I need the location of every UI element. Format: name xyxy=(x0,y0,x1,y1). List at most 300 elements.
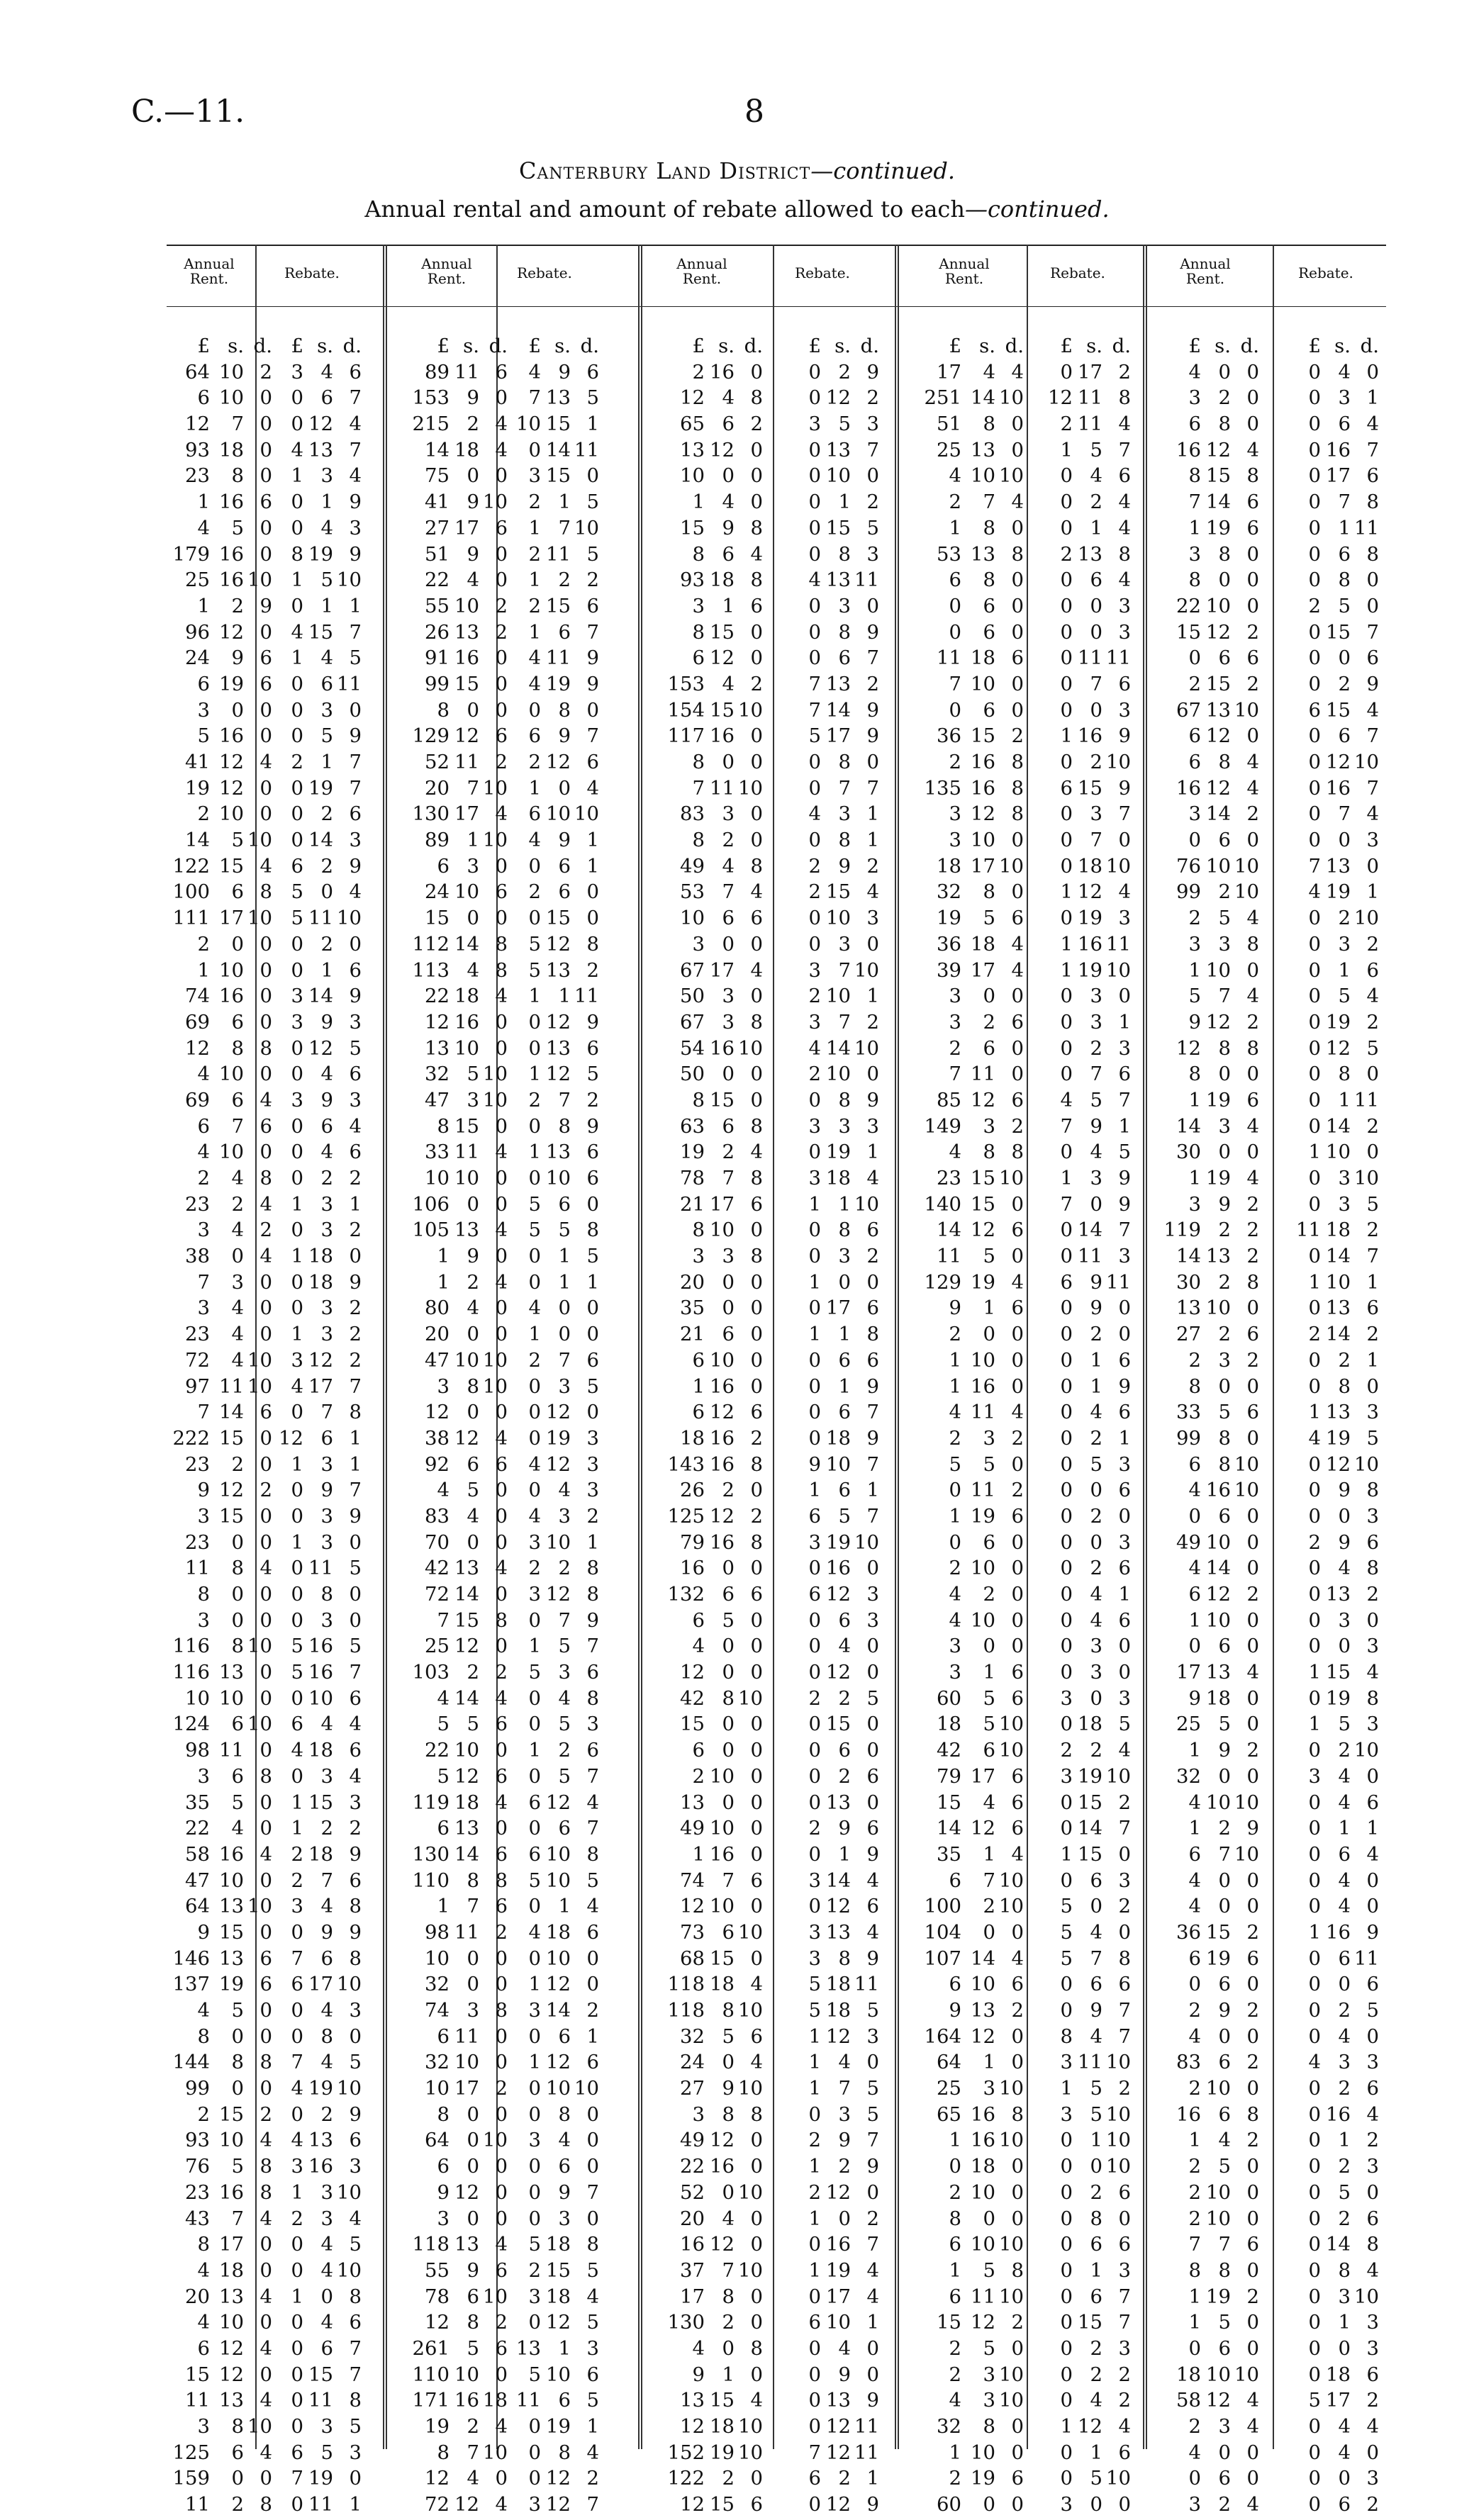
table-cell: 129 19 4 xyxy=(924,1270,1024,1294)
table-cell: 5 17 9 xyxy=(808,724,879,748)
table-cell: 78 7 8 xyxy=(680,1167,763,1189)
table-cell: 117 16 0 xyxy=(667,724,763,748)
table-cell: 2 10 1 xyxy=(808,985,879,1008)
table-cell: 0 6 7 xyxy=(1060,2285,1131,2308)
table-cell: 1 12 5 xyxy=(528,1063,599,1086)
table-cell: 0 6 4 xyxy=(291,1114,362,1138)
table-cell: 0 5 3 xyxy=(1060,1452,1131,1476)
table-cell: 5 6 0 xyxy=(528,1192,599,1216)
table-cell: 3 12 8 xyxy=(949,802,1024,826)
table-cell: 3 2 6 xyxy=(949,1010,1024,1034)
table-cell: 8 0 0 xyxy=(1188,1063,1259,1086)
table-cell: 0 16 7 xyxy=(1308,776,1379,800)
table-cell: 9 1 6 xyxy=(949,1297,1024,1320)
unit-label: d. xyxy=(1005,335,1024,357)
table-cell: 0 6 6 xyxy=(1060,2233,1131,2256)
table-cell: 0 12 10 xyxy=(1308,1452,1379,1476)
table-cell: 0 17 6 xyxy=(808,1297,879,1320)
table-cell: 20 0 0 xyxy=(680,1270,763,1294)
table-cell: 9 12 2 xyxy=(197,1479,272,1502)
table-cell: 64 1 0 xyxy=(937,2051,1024,2074)
table-cell: 6 9 11 xyxy=(1060,1270,1131,1294)
table-cell: 47 10 0 xyxy=(185,1869,272,1892)
table-cell: 12 0 0 xyxy=(425,1401,508,1424)
column-2 xyxy=(269,333,362,2518)
table-cell: 39 17 4 xyxy=(937,958,1024,982)
unit-label: d. xyxy=(1240,335,1259,357)
table-cell: 0 6 4 xyxy=(1308,1842,1379,1866)
table-cell: 5 12 6 xyxy=(437,1764,508,1788)
column-5 xyxy=(651,333,763,2518)
table-cell: 41 12 4 xyxy=(185,751,272,773)
table-cell: 130 2 0 xyxy=(667,2311,763,2334)
table-cell: 6 7 10 xyxy=(1188,1842,1259,1866)
table-cell: 4 0 0 xyxy=(528,1297,599,1320)
table-cell: 6 10 1 xyxy=(808,2311,879,2334)
table-cell: 9 15 0 xyxy=(197,1920,272,1944)
table-cell: 89 1 10 xyxy=(425,829,508,852)
table-cell: 0 1 10 xyxy=(1060,2129,1131,2152)
table-cell: 7 13 0 xyxy=(1308,854,1379,878)
table-cell: 1 2 4 xyxy=(437,1270,508,1294)
table-cell: 107 14 4 xyxy=(924,1947,1024,1970)
table-cell: 4 3 1 xyxy=(808,802,879,826)
table-cell: 4 14 4 xyxy=(437,1686,508,1710)
table-cell: 16 0 0 xyxy=(680,1557,763,1580)
table-cell: 154 15 10 xyxy=(667,698,763,722)
table-cell: 0 13 0 xyxy=(808,1791,879,1814)
table-cell: 18 17 10 xyxy=(937,854,1024,878)
table-cell: 5 3 6 xyxy=(528,1661,599,1684)
table-cell: 0 2 0 xyxy=(291,932,362,956)
table-cell: 0 3 4 xyxy=(291,1764,362,1788)
table-cell: 4 18 6 xyxy=(528,1920,599,1944)
table-cell: 1 16 0 xyxy=(692,1842,763,1866)
table-cell: 112 14 8 xyxy=(412,932,508,956)
table-cell: 6 5 0 xyxy=(692,1608,763,1632)
table-cell: 4 19 1 xyxy=(1308,880,1379,904)
table-cell: 0 4 0 xyxy=(1308,1895,1379,1918)
table-cell: 4 5 7 xyxy=(1060,1088,1131,1111)
table-cell: 8 15 0 xyxy=(692,1088,763,1111)
table-cell: 3 16 3 xyxy=(291,2155,362,2178)
column-header: Annual Rent. xyxy=(421,255,472,287)
table-cell: 1 12 0 xyxy=(528,1973,599,1996)
table-cell: 1 10 0 xyxy=(949,2441,1024,2464)
table-cell: 5 0 4 xyxy=(291,880,362,904)
table-cell: 24 0 4 xyxy=(680,2051,763,2074)
table-cell: 2 7 6 xyxy=(291,1869,362,1892)
table-cell: 79 16 8 xyxy=(680,1530,763,1554)
table-cell: 1 1 11 xyxy=(528,985,599,1008)
table-cell: 6 10 0 xyxy=(692,1348,763,1372)
table-cell: 1 0 0 xyxy=(528,1323,599,1346)
table-cell: 2 2 8 xyxy=(528,1557,599,1580)
table-cell: 1 16 9 xyxy=(1308,1920,1379,1944)
table-cell: 0 6 4 xyxy=(1060,569,1131,592)
table-cell: 122 2 0 xyxy=(667,2467,763,2490)
table-cell: 35 1 4 xyxy=(937,1842,1024,1866)
column-header: Annual Rent. xyxy=(676,255,727,287)
table-cell: 3 4 0 xyxy=(1308,1764,1379,1788)
unit-label: s. xyxy=(554,335,571,357)
table-cell: 1 5 8 xyxy=(949,2258,1024,2282)
table-cell: 53 7 4 xyxy=(680,880,763,904)
table-cell: 21 17 6 xyxy=(680,1192,763,1216)
unit-label: £ xyxy=(1308,335,1321,357)
table-cell: 32 0 0 xyxy=(425,1973,508,1996)
table-cell: 1 16 9 xyxy=(1060,724,1131,748)
table-cell: 2 7 4 xyxy=(949,491,1024,514)
table-cell: 0 4 0 xyxy=(1308,2441,1379,2464)
table-cell: 13 1 3 xyxy=(516,2336,599,2360)
table-cell: 5 5 8 xyxy=(528,1219,599,1242)
table-cell: 3 13 4 xyxy=(808,1920,879,1944)
table-cell: 8 2 0 xyxy=(692,829,763,852)
units-row xyxy=(1156,333,1259,359)
table-cell: 25 5 0 xyxy=(1176,1713,1259,1736)
table-cell: 0 16 0 xyxy=(808,1557,879,1580)
table-cell: 41 9 10 xyxy=(425,491,508,514)
table-cell: 0 1 1 xyxy=(528,1270,599,1294)
table-cell: 0 5 10 xyxy=(1060,2467,1131,2490)
table-cell: 0 4 6 xyxy=(291,1141,362,1164)
unit-label: £ xyxy=(291,335,303,357)
table-cell: 6 4 4 xyxy=(291,1713,362,1736)
table-cell: 0 6 7 xyxy=(808,646,879,670)
table-cell: 5 5 6 xyxy=(437,1713,508,1736)
table-cell: 0 11 8 xyxy=(291,2389,362,2412)
table-cell: 38 12 4 xyxy=(425,1426,508,1450)
table-cell: 12 15 6 xyxy=(680,2493,763,2516)
table-cell: 9 18 0 xyxy=(1188,1686,1259,1710)
table-cell: 5 13 2 xyxy=(528,958,599,982)
table-cell: 20 4 0 xyxy=(680,2207,763,2230)
table-cell: 0 4 5 xyxy=(291,2233,362,2256)
table-cell: 2 16 0 xyxy=(692,360,763,383)
table-cell: 0 19 2 xyxy=(1308,1010,1379,1034)
table-cell: 2 12 0 xyxy=(808,2180,879,2204)
table-cell: 0 12 11 xyxy=(808,2415,879,2438)
table-cell: 65 6 2 xyxy=(680,413,763,436)
table-cell: 1 3 9 xyxy=(1060,1167,1131,1189)
table-cell: 1 4 2 xyxy=(1188,2129,1259,2152)
table-cell: 0 1 6 xyxy=(1060,1348,1131,1372)
unit-label: s. xyxy=(834,335,851,357)
table-cell: 8 7 10 xyxy=(437,2441,508,2464)
table-cell: 0 17 4 xyxy=(808,2285,879,2308)
table-cell: 32 5 10 xyxy=(425,1063,508,1086)
table-cell: 4 10 0 xyxy=(197,1141,272,1164)
table-cell: 132 6 6 xyxy=(667,1583,763,1606)
table-cell: 12 4 8 xyxy=(680,386,763,410)
table-cell: 6 13 0 xyxy=(437,1817,508,1840)
table-cell: 0 14 8 xyxy=(1308,2233,1379,2256)
table-cell: 7 0 9 xyxy=(1060,1192,1131,1216)
table-cell: 0 18 5 xyxy=(1060,1713,1131,1736)
unit-label: s. xyxy=(317,335,333,357)
table-cell: 9 1 0 xyxy=(692,2363,763,2386)
table-cell: 0 13 6 xyxy=(528,1036,599,1060)
table-cell: 32 8 0 xyxy=(937,880,1024,904)
table-cell: 0 1 2 xyxy=(808,491,879,514)
table-cell: 0 1 9 xyxy=(808,1374,879,1398)
table-cell: 93 18 8 xyxy=(680,569,763,592)
table-cell: 0 8 4 xyxy=(1308,2258,1379,2282)
table-cell: 4 5 0 xyxy=(437,1479,508,1502)
table-cell: 3 0 0 xyxy=(437,2207,508,2230)
table-cell: 15 12 0 xyxy=(185,2363,272,2386)
table-cell: 0 14 3 xyxy=(291,829,362,852)
table-cell: 13 12 0 xyxy=(680,438,763,461)
table-cell: 6 9 7 xyxy=(528,724,599,748)
table-cell: 76 5 8 xyxy=(185,2155,272,2178)
table-cell: 0 6 3 xyxy=(808,1608,879,1632)
table-cell: 12 4 0 xyxy=(425,2467,508,2490)
table-cell: 0 12 10 xyxy=(1308,751,1379,773)
table-cell: 4 5 0 xyxy=(197,1999,272,2022)
table-cell: 0 18 10 xyxy=(1060,854,1131,878)
column-6 xyxy=(787,333,879,2518)
table-cell: 130 17 4 xyxy=(412,802,508,826)
table-cell: 79 17 6 xyxy=(937,1764,1024,1788)
table-cell: 0 3 5 xyxy=(1308,1192,1379,1216)
document-reference: C.—11. xyxy=(131,94,245,130)
table-cell: 11 2 8 xyxy=(185,2493,272,2516)
table-cell: 50 3 0 xyxy=(680,985,763,1008)
table-cell: 129 12 6 xyxy=(412,724,508,748)
table-cell: 92 6 6 xyxy=(425,1452,508,1476)
table-cell: 8 8 0 xyxy=(1188,2258,1259,2282)
table-cell: 49 10 0 xyxy=(680,1817,763,1840)
table-cell: 4 16 10 xyxy=(1188,1479,1259,1502)
table-cell: 4 0 0 xyxy=(1188,2025,1259,2048)
table-cell: 0 0 3 xyxy=(1060,1530,1131,1554)
table-cell: 2 16 8 xyxy=(949,751,1024,773)
table-cell: 5 16 7 xyxy=(291,1661,362,1684)
table-cell: 7 14 6 xyxy=(197,1401,272,1424)
table-cell: 69 6 0 xyxy=(185,1010,272,1034)
table-cell: 1 3 10 xyxy=(291,2180,362,2204)
table-cell: 30 2 8 xyxy=(1176,1270,1259,1294)
table-cell: 2 3 10 xyxy=(949,2363,1024,2386)
table-cell: 9 10 7 xyxy=(808,1452,879,1476)
table-cell: 14 18 4 xyxy=(425,438,508,461)
column-header: Annual Rent. xyxy=(939,255,990,287)
table-cell: 0 6 7 xyxy=(808,1401,879,1424)
table-cell: 1 5 3 xyxy=(1308,1713,1379,1736)
unit-label: d. xyxy=(1112,335,1131,357)
table-cell: 0 0 3 xyxy=(1308,1504,1379,1528)
table-cell: 0 0 3 xyxy=(1060,698,1131,722)
table-cell: 12 10 0 xyxy=(680,1895,763,1918)
table-cell: 0 8 3 xyxy=(808,542,879,566)
table-cell: 0 4 6 xyxy=(291,2311,362,2334)
table-cell: 9 12 2 xyxy=(1188,1010,1259,1034)
table-cell: 0 4 8 xyxy=(528,1686,599,1710)
table-header-rule xyxy=(167,306,1386,307)
table-cell: 4 12 3 xyxy=(528,1452,599,1476)
table-cell: 2 5 0 xyxy=(1188,2155,1259,2178)
table-cell: 0 8 0 xyxy=(1308,569,1379,592)
column-divider xyxy=(895,245,899,2449)
table-cell: 261 5 6 xyxy=(412,2336,508,2360)
table-cell: 6 10 6 xyxy=(949,1973,1024,1996)
table-cell: 97 11 10 xyxy=(185,1374,272,1398)
table-cell: 98 11 2 xyxy=(425,1920,508,1944)
table-cell: 0 10 0 xyxy=(808,464,879,488)
unit-label: d. xyxy=(342,335,362,357)
table-cell: 32 0 0 xyxy=(1176,1764,1259,1788)
table-cell: 4 15 7 xyxy=(291,620,362,644)
table-cell: 0 6 0 xyxy=(1188,1635,1259,1658)
table-cell: 7 13 2 xyxy=(808,672,879,695)
table-cell: 0 11 11 xyxy=(1060,646,1131,670)
table-cell: 0 3 0 xyxy=(808,932,879,956)
table-cell: 10 10 0 xyxy=(185,1686,272,1710)
table-cell: 0 13 2 xyxy=(1308,1583,1379,1606)
table-cell: 3 14 4 xyxy=(808,1869,879,1892)
table-cell: 1 2 2 xyxy=(291,1817,362,1840)
column-divider xyxy=(638,245,642,2449)
table-cell: 55 10 2 xyxy=(425,594,508,617)
table-cell: 3 5 10 xyxy=(1060,2102,1131,2126)
table-cell: 49 10 0 xyxy=(1176,1530,1259,1554)
table-cell: 8 0 0 xyxy=(949,2207,1024,2230)
table-cell: 2 10 0 xyxy=(808,1063,879,1086)
table-cell: 2 10 0 xyxy=(949,2180,1024,2204)
table-cell: 72 14 0 xyxy=(425,1583,508,1606)
table-cell: 2 0 0 xyxy=(949,1323,1024,1346)
table-cell: 36 15 2 xyxy=(937,724,1024,748)
table-cell: 6 0 0 xyxy=(692,1739,763,1762)
table-cell: 27 17 6 xyxy=(425,516,508,539)
table-cell: 0 9 0 xyxy=(1060,1297,1131,1320)
table-cell: 0 19 1 xyxy=(528,2415,599,2438)
table-cell: 4 9 1 xyxy=(528,829,599,852)
table-cell: 1 2 2 xyxy=(528,569,599,592)
table-cell: 2 9 7 xyxy=(808,2129,879,2152)
table-cell: 0 1 9 xyxy=(1060,1374,1131,1398)
table-cell: 1 7 5 xyxy=(808,2077,879,2100)
table-cell: 6 12 4 xyxy=(528,1791,599,1814)
table-cell: 58 12 4 xyxy=(1176,2389,1259,2412)
table-cell: 118 13 4 xyxy=(412,2233,508,2256)
table-cell: 0 2 1 xyxy=(1060,1426,1131,1450)
table-cell: 0 6 11 xyxy=(1308,1947,1379,1970)
table-cell: 0 10 6 xyxy=(528,1167,599,1189)
units-row xyxy=(1287,333,1379,359)
table-cell: 3 4 8 xyxy=(291,1895,362,1918)
table-cell: 3 0 0 xyxy=(197,1608,272,1632)
table-cell: 104 0 0 xyxy=(924,1920,1024,1944)
table-cell: 4 5 0 xyxy=(197,516,272,539)
table-cell: 0 4 4 xyxy=(1308,2415,1379,2438)
table-cell: 0 15 0 xyxy=(808,1713,879,1736)
table-cell: 25 16 10 xyxy=(185,569,272,592)
table-cell: 15 0 0 xyxy=(425,907,508,930)
table-cell: 4 0 0 xyxy=(1188,1895,1259,1918)
table-cell: 0 12 4 xyxy=(291,413,362,436)
table-cell: 0 2 6 xyxy=(1308,2077,1379,2100)
table-cell: 0 8 0 xyxy=(291,2025,362,2048)
table-cell: 0 8 9 xyxy=(528,1114,599,1138)
table-cell: 0 14 11 xyxy=(528,438,599,461)
table-cell: 1 0 8 xyxy=(291,2285,362,2308)
table-cell: 20 7 10 xyxy=(425,776,508,800)
table-cell: 0 17 2 xyxy=(1060,360,1131,383)
table-cell: 0 2 10 xyxy=(1060,751,1131,773)
table-cell: 4 17 7 xyxy=(291,1374,362,1398)
table-cell: 2 18 9 xyxy=(291,1842,362,1866)
table-cell: 3 12 2 xyxy=(291,1348,362,1372)
table-cell: 0 8 0 xyxy=(808,751,879,773)
table-cell: 27 2 6 xyxy=(1176,1323,1259,1346)
table-cell: 0 4 2 xyxy=(1060,2389,1131,2412)
table-cell: 20 0 0 xyxy=(425,1323,508,1346)
table-cell: 70 0 0 xyxy=(425,1530,508,1554)
table-cell: 3 14 2 xyxy=(528,1999,599,2022)
table-cell: 0 12 0 xyxy=(528,1401,599,1424)
page-number: 8 xyxy=(744,94,764,130)
table-cell: 0 4 0 xyxy=(1308,1869,1379,1892)
table-cell: 8 0 0 xyxy=(437,698,508,722)
table-cell: 19 12 0 xyxy=(185,776,272,800)
table-cell: 19 2 4 xyxy=(680,1141,763,1164)
table-cell: 3 0 0 xyxy=(949,985,1024,1008)
table-cell: 3 10 0 xyxy=(949,829,1024,852)
table-cell: 2 9 6 xyxy=(808,1817,879,1840)
table-cell: 1 3 2 xyxy=(291,1323,362,1346)
table-cell: 0 6 7 xyxy=(528,1817,599,1840)
table-cell: 2 10 0 xyxy=(1188,2077,1259,2100)
table-cell: 153 9 0 xyxy=(412,386,508,410)
table-cell: 2 1 7 xyxy=(291,751,362,773)
table-cell: 6 2 1 xyxy=(808,2467,879,2490)
table-cell: 11 13 4 xyxy=(185,2389,272,2412)
table-cell: 0 6 7 xyxy=(291,2336,362,2360)
unit-label: £ xyxy=(437,335,450,357)
table-cell: 3 4 0 xyxy=(197,1297,272,1320)
table-cell: 3 1 6 xyxy=(949,1661,1024,1684)
table-cell: 0 6 2 xyxy=(1308,2493,1379,2516)
table-cell: 0 2 6 xyxy=(1308,2207,1379,2230)
table-cell: 0 3 5 xyxy=(808,2102,879,2126)
table-cell: 22 4 0 xyxy=(185,1817,272,1840)
table-cell: 12 16 0 xyxy=(425,1010,508,1034)
table-cell: 12 8 8 xyxy=(185,1036,272,1060)
table-cell: 2 4 8 xyxy=(197,1167,272,1189)
table-cell: 2 10 0 xyxy=(1188,2207,1259,2230)
table-cell: 2 0 0 xyxy=(197,932,272,956)
table-cell: 0 19 3 xyxy=(528,1426,599,1450)
table-cell: 26 2 0 xyxy=(680,1479,763,1502)
units-row xyxy=(269,333,362,359)
table-cell: 2 19 6 xyxy=(949,2467,1024,2490)
table-cell: 0 3 0 xyxy=(1060,1661,1131,1684)
table-cell: 3 19 10 xyxy=(808,1530,879,1554)
table-cell: 159 0 0 xyxy=(172,2467,272,2490)
table-cell: 0 15 0 xyxy=(528,907,599,930)
table-cell: 89 11 6 xyxy=(425,360,508,383)
table-cell: 4 11 9 xyxy=(528,646,599,670)
table-cell: 3 4 6 xyxy=(291,360,362,383)
table-cell: 0 5 9 xyxy=(291,724,362,748)
table-cell: 3 4 2 xyxy=(197,1219,272,1242)
table-cell: 12 8 8 xyxy=(1176,1036,1259,1060)
table-cell: 14 12 6 xyxy=(937,1817,1024,1840)
units-row xyxy=(651,333,763,359)
